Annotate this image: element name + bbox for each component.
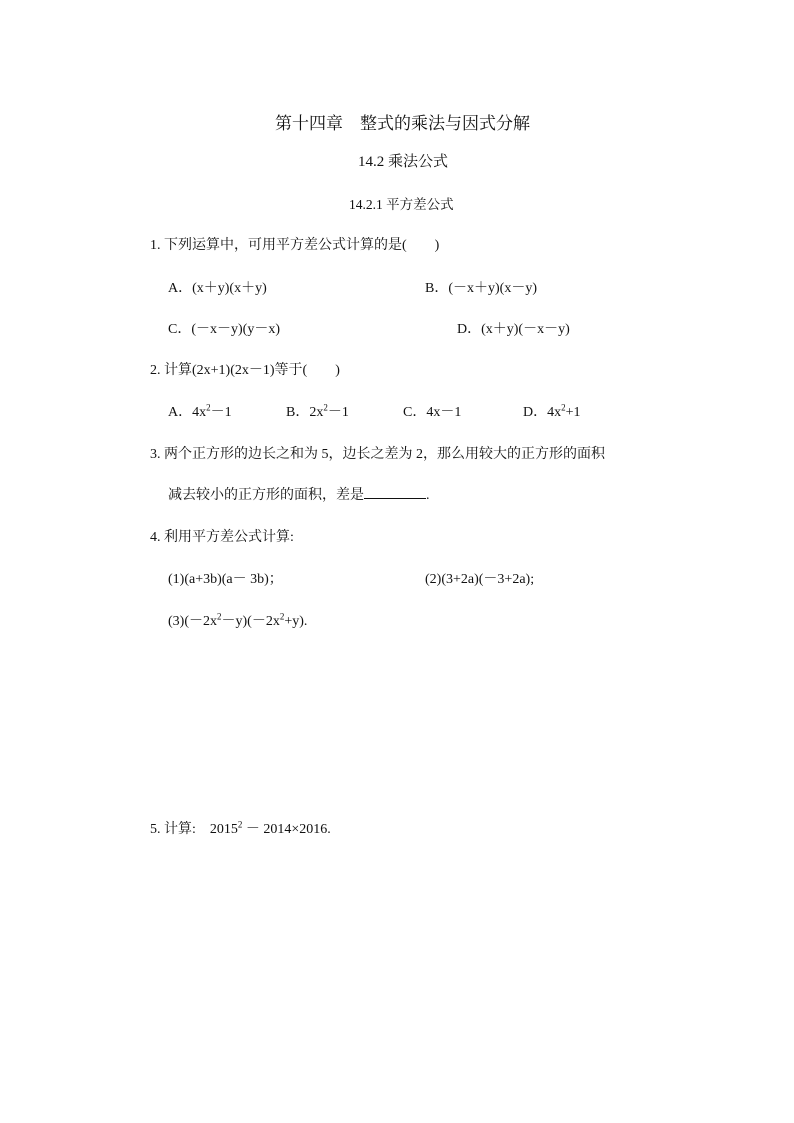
answer-blank[interactable]	[364, 484, 426, 499]
question-1-option-d: D．(x＋y)(－x－y)	[457, 322, 570, 337]
question-3-line-2: 减去较小的正方形的面积，差是 .	[168, 484, 430, 504]
chapter-title: 第十四章 整式的乘法与因式分解	[275, 114, 530, 133]
section-title: 14.2 乘法公式	[358, 154, 449, 170]
subsection-title: 14.2.1 平方差公式	[349, 197, 454, 212]
question-2-option-a: A．$4x^2-1$	[168, 402, 232, 420]
question-2-option-b: B．$2x^2-1$	[286, 402, 349, 420]
question-4-stem: 4. 利用平方差公式计算:	[150, 530, 294, 545]
question-2-stem: 2. 计算(2x+1)(2x－1)等于( )	[150, 363, 340, 378]
question-4-part-2: (2)(3+2a)(－3+2a);	[425, 572, 535, 587]
question-1-option-c: C．(－x－y)(y－x)	[168, 322, 280, 337]
question-1-option-a: A．(x＋y)(x＋y)	[168, 281, 267, 296]
question-2-option-d: D．$4x^2+1$	[523, 402, 581, 420]
question-3-line-1: 3. 两个正方形的边长之和为 5，边长之差为 2，那么用较大的正方形的面积	[150, 447, 605, 462]
question-5: 5. 计算: $2015^2 - 2014\times 2016$.	[150, 819, 331, 837]
question-4-part-3: $(3)(-2x^2-y)(-2x^2+y)$.	[168, 611, 308, 629]
question-1-option-b: B．(－x＋y)(x－y)	[425, 281, 537, 296]
question-2-option-c: C．4x－1	[403, 405, 462, 420]
question-4-part-1: (1)(a+3b)(a－ 3b)；	[168, 572, 283, 587]
question-1-stem: 1. 下列运算中，可用平方差公式计算的是( )	[150, 238, 440, 253]
